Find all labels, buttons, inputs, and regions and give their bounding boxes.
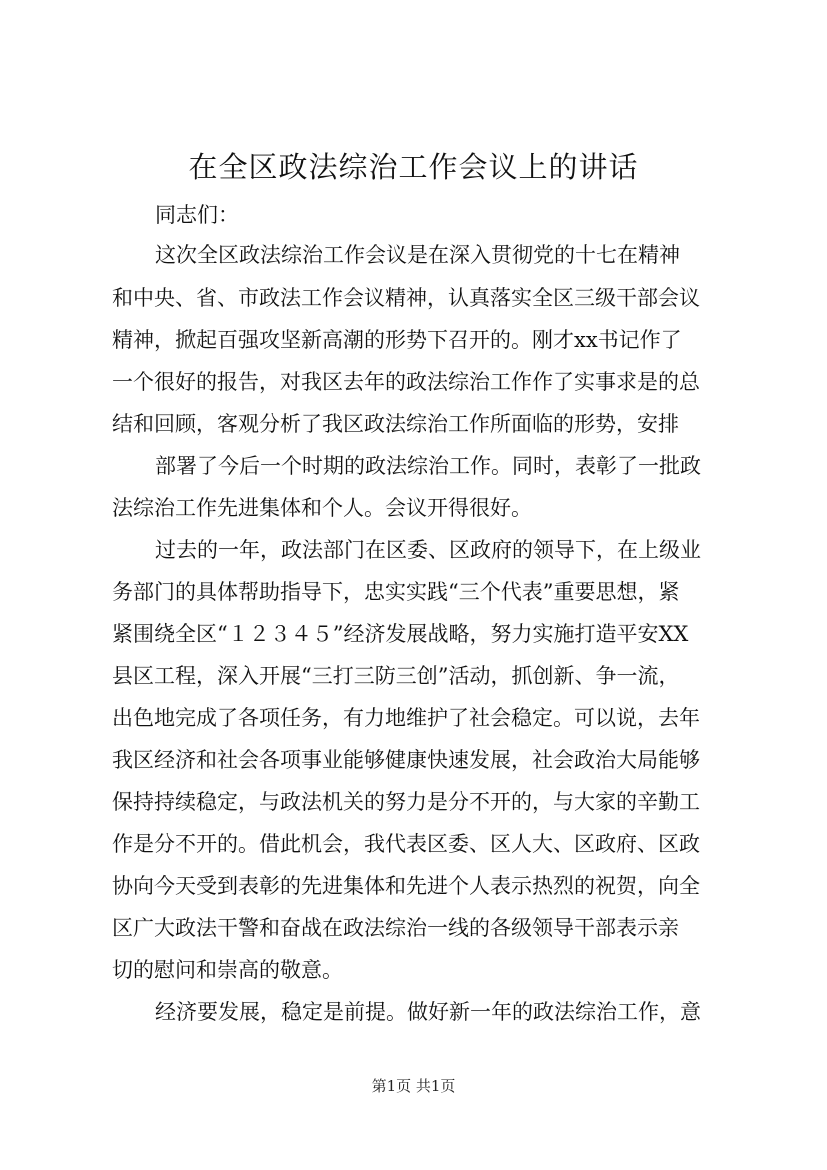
paragraph-line: 精神，掀起百强攻坚新高潮的形势下召开的。刚才xx书记作了	[112, 328, 682, 352]
paragraph-line: 部署了今后一个时期的政法综治工作。同时，表彰了一批政	[155, 454, 701, 478]
paragraph-line: 保持持续稳定，与政法机关的努力是分不开的，与大家的辛勤工	[112, 790, 700, 814]
paragraph-line: 结和回顾，客观分析了我区政法综治工作所面临的形势，安排	[112, 412, 679, 436]
paragraph-line: 切的慰问和崇高的敬意。	[112, 958, 343, 982]
paragraph-line: 协向今天受到表彰的先进集体和先进个人表示热烈的祝贺，向全	[112, 874, 700, 898]
paragraph-line: 务部门的具体帮助指导下，忠实实践“三个代表”重要思想，紧	[112, 580, 680, 604]
document-title: 在全区政法综治工作会议上的讲话	[188, 150, 639, 184]
salutation: 同志们：	[155, 203, 239, 227]
page-footer: 第1页 共1页	[371, 1077, 456, 1095]
paragraph-line: 经济要发展，稳定是前提。做好新一年的政法综治工作，意	[155, 1000, 701, 1024]
paragraph-line: 和中央、省、市政法工作会议精神，认真落实全区三级干部会议	[112, 286, 700, 310]
paragraph-line: 区广大政法干警和奋战在政法综治一线的各级领导干部表示亲	[112, 916, 679, 940]
paragraph-line: 法综治工作先进集体和个人。会议开得很好。	[112, 496, 532, 520]
paragraph-line: 过去的一年，政法部门在区委、区政府的领导下，在上级业	[155, 538, 701, 562]
paragraph-line: 出色地完成了各项任务，有力地维护了社会稳定。可以说，去年	[112, 706, 700, 730]
paragraph-line: 我区经济和社会各项事业能够健康快速发展，社会政治大局能够	[112, 748, 700, 772]
paragraph-line: 这次全区政法综治工作会议是在深入贯彻党的十七在精神	[155, 243, 680, 267]
paragraph-line: 作是分不开的。借此机会，我代表区委、区人大、区政府、区政	[112, 832, 700, 856]
paragraph-line: 紧围绕全区“１２３４５”经济发展战略，努力实施打造平安XX	[112, 622, 689, 646]
paragraph-line: 一个很好的报告，对我区去年的政法综治工作作了实事求是的总	[112, 370, 700, 394]
paragraph-line: 县区工程，深入开展“三打三防三创”活动，抓创新、争一流，	[112, 664, 680, 688]
